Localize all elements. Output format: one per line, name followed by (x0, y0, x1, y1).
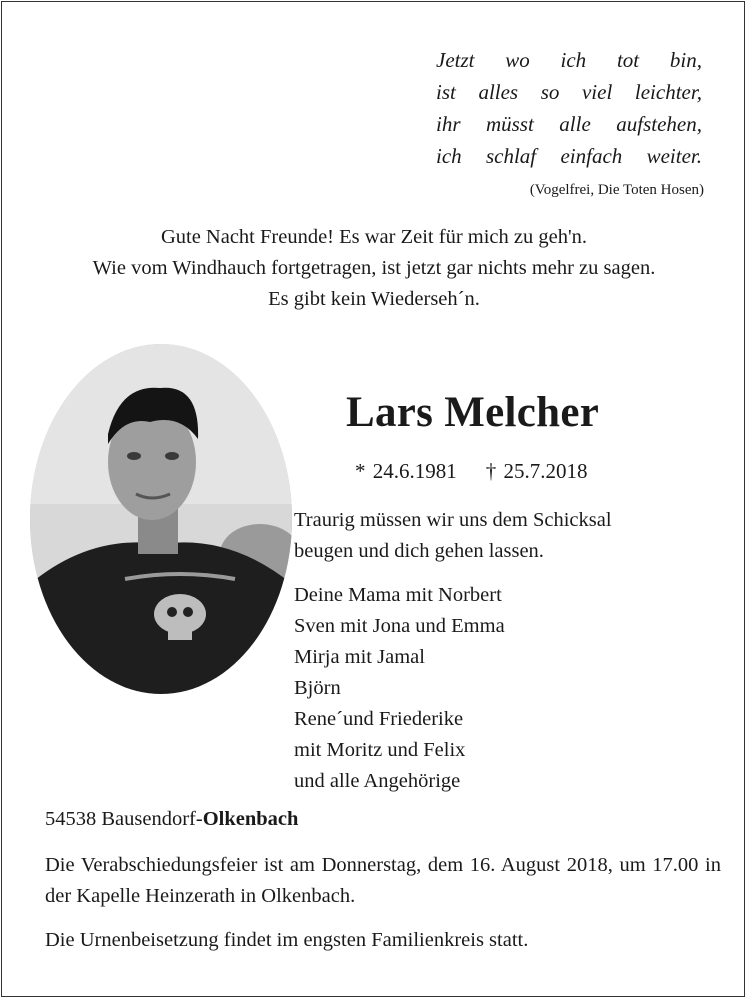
quote-line: Wie vom Windhauch fortgetragen, ist jetzt gar nichts mehr zu sagen. (92, 257, 656, 279)
death-date: † 25.7.2018 (485, 459, 588, 483)
family-line: Sven mit Jona und Emma (294, 615, 505, 637)
poem-line: ich schlaf einfach weiter. (436, 144, 702, 168)
place-town: 54538 Bausendorf- (45, 808, 203, 830)
message-line: Traurig müssen wir uns dem Schicksal (294, 509, 612, 531)
poem-line: ist alles so viel leichter, (436, 80, 702, 104)
message-line: beugen und dich gehen lassen. (294, 540, 544, 562)
mourning-message (294, 505, 612, 567)
ceremony-info: Die Verabschiedungsfeier ist am Donnerstag, dem 16. August 2018, um 17.00 in der Kapelle Heinzerath in Olkenbach. (45, 854, 721, 907)
quote-line: Es gibt kein Wiederseh´n. (268, 288, 480, 310)
birth-date: * 24.6.1981 (355, 459, 457, 483)
family-line: und alle Angehörige (294, 770, 461, 792)
poem-source: (Vogelfrei, Die Toten Hosen) (529, 182, 704, 198)
portrait-drawing (30, 344, 292, 694)
place-village: Olkenbach (202, 808, 299, 830)
family-line: Mirja mit Jamal (294, 646, 425, 668)
farewell-quote (0, 222, 748, 315)
quote-line: Gute Nacht Freunde! Es war Zeit für mich zu geh'n. (160, 226, 588, 248)
place-line (45, 808, 298, 831)
poem (436, 44, 702, 172)
family-line: Deine Mama mit Norbert (294, 584, 502, 606)
portrait-photo (30, 344, 292, 694)
poem-line: Jetzt wo ich tot bin, (436, 48, 702, 72)
family-list (294, 580, 505, 797)
poem-line: ihr müsst alle aufstehen, (436, 112, 702, 136)
family-line: Rene´und Friederike (294, 708, 464, 730)
family-line: Björn (294, 677, 341, 699)
burial-info: Die Urnenbeisetzung findet im engsten Familienkreis statt. (45, 929, 529, 951)
family-line: mit Moritz und Felix (294, 739, 466, 761)
deceased-name: Lars Melcher (346, 389, 600, 436)
life-dates (355, 459, 588, 484)
